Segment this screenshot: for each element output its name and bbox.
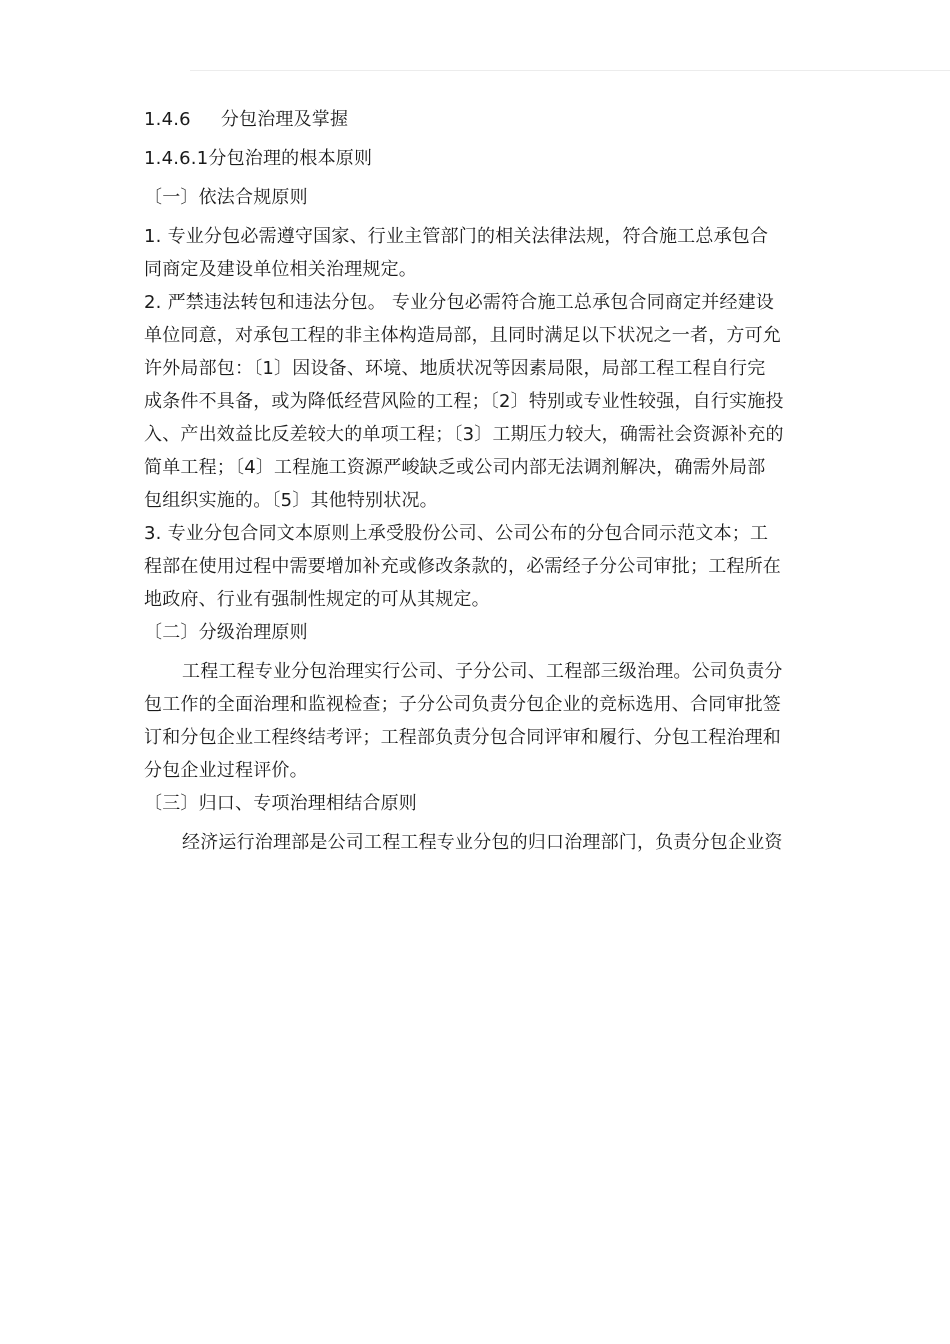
- paragraph-line: 经济运行治理部是公司工程工程专业分包的归口治理部门，负责分包企业资: [182, 832, 783, 853]
- item-line: 简单工程；〔4〕工程施工资源严峻缺乏或公司内部无法调剂解决，确需外局部: [144, 457, 766, 478]
- paragraph: [144, 826, 816, 859]
- item-line: 单位同意，对承包工程的非主体构造局部，且同时满足以下状况之一者，方可允: [144, 325, 781, 346]
- paragraph: [144, 655, 816, 787]
- header-rule: [190, 70, 950, 71]
- paragraph-line: 订和分包企业工程终结考评；工程部负责分包合同评审和履行、分包工程治理和: [144, 727, 781, 748]
- item-line: 专业分包合同文本原则上承受股份公司、公司公布的分包合同示范文本；工: [167, 523, 769, 544]
- item-line: 入、产出效益比反差较大的单项工程；〔3〕工期压力较大，确需社会资源补充的: [144, 424, 784, 445]
- item-line: 程部在使用过程中需要增加补充或修改条款的，必需经子分公司审批；工程所在: [144, 556, 781, 577]
- item-line: 地政府、行业有强制性规定的可从其规定。: [144, 589, 490, 610]
- item-line: 专业分包必需遵守国家、行业主管部门的相关法律法规，符合施工总承包合: [167, 226, 769, 247]
- item-line: 成条件不具备，或为降低经营风险的工程；〔2〕特别或专业性较强，自行实施投: [144, 391, 784, 412]
- block-heading-1: 〔一〕依法合规原则: [144, 187, 308, 208]
- section-number: 1.4.6: [144, 109, 191, 130]
- item-line: 包组织实施的。〔5〕其他特别状况。: [144, 490, 438, 511]
- paragraph-line: 分包企业过程评价。: [144, 760, 308, 781]
- item-number: 3.: [144, 523, 162, 544]
- item-line: 许外局部包：〔1〕因设备、环境、地质状况等因素局限，局部工程工程自行完: [144, 358, 766, 379]
- block-heading-2: 〔二〕分级治理原则: [144, 622, 308, 643]
- paragraph-line: 工程工程专业分包治理实行公司、子分公司、工程部三级治理。公司负责分: [182, 661, 783, 682]
- item-line: 严禁违法转包和违法分包。 专业分包必需符合施工总承包合同商定并经建设: [167, 292, 775, 313]
- item-number: 1.: [144, 226, 162, 247]
- list-item: [144, 517, 816, 616]
- section-title: 分包治理及掌握: [220, 109, 349, 130]
- item-number: 2.: [144, 292, 162, 313]
- document-body: [144, 103, 816, 859]
- list-item: [144, 286, 816, 517]
- item-line: 同商定及建设单位相关治理规定。: [144, 259, 417, 280]
- block-heading-3: 〔三〕归口、专项治理相结合原则: [144, 793, 417, 814]
- list-item: [144, 220, 816, 286]
- subsection-heading: 1.4.6.1分包治理的根本原则: [144, 148, 373, 169]
- section-heading: [144, 103, 816, 136]
- paragraph-line: 包工作的全面治理和监视检查；子分公司负责分包企业的竞标选用、合同审批签: [144, 694, 781, 715]
